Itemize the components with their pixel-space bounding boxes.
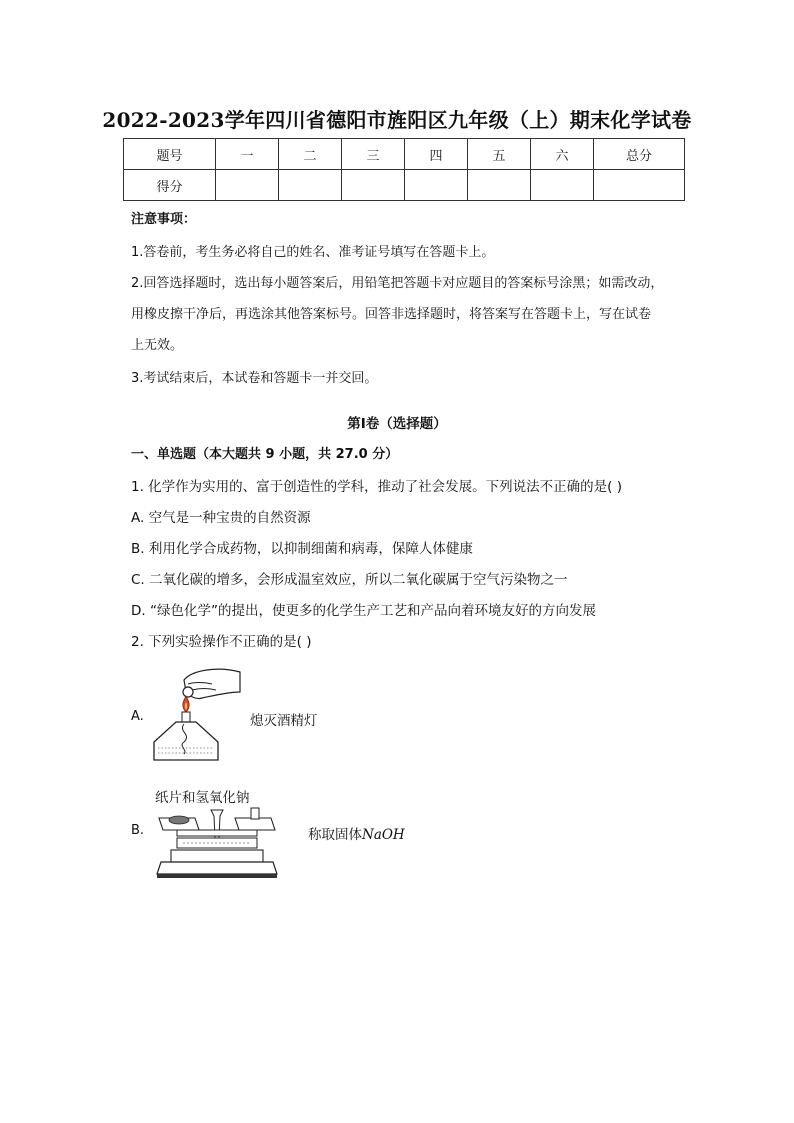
- score-header-cell: 五: [468, 139, 531, 170]
- score-cell: [342, 170, 405, 201]
- score-cell: [531, 170, 594, 201]
- section-title: 第I卷（选择题）: [347, 416, 447, 432]
- alcohol-lamp-figure: [148, 662, 244, 772]
- score-cell: [468, 170, 531, 201]
- note-line: 上无效。: [131, 338, 184, 353]
- score-cell: [279, 170, 342, 201]
- note-line: 2.回答选择题时，选出每小题答案后，用铅笔把答题卡对应题目的答案标号涂黑；如需改动，: [131, 276, 664, 291]
- question-1-option-c: C. 二氧化碳的增多，会形成温室效应，所以二氧化碳属于空气污染物之一: [131, 572, 568, 588]
- note-line: 1.答卷前，考生务必将自己的姓名、准考证号填写在答题卡上。: [131, 245, 495, 260]
- note-line: 用橡皮擦干净后，再选涂其他答案标号。回答非选择题时，将答案写在答题卡上，写在试卷: [131, 307, 652, 322]
- naoh-formula: NaOH: [362, 827, 405, 843]
- score-table-header-row: [124, 139, 685, 170]
- score-cell: [216, 170, 279, 201]
- balance-figure: [155, 804, 280, 882]
- score-header-cell: 一: [216, 139, 279, 170]
- question-1-option-b: B. 利用化学合成药物，以抑制细菌和病毒，保障人体健康: [131, 541, 473, 557]
- question-2-option-a-label: A.: [131, 709, 144, 724]
- part-title: 一、单选题（本大题共 9 小题，共 27.0 分）: [131, 447, 399, 462]
- question-2-stem: 2. 下列实验操作不正确的是( ): [131, 634, 312, 650]
- exam-title: 2022-2023学年四川省德阳市旌阳区九年级（上）期末化学试卷: [102, 108, 692, 132]
- question-2-option-b-label: B.: [131, 823, 145, 838]
- question-1-option-d: D. “绿色化学”的提出，使更多的化学生产工艺和产品向着环境友好的方向发展: [131, 603, 596, 619]
- score-table: [123, 138, 685, 201]
- score-table-score-row: [124, 170, 685, 201]
- question-2-option-b-caption: [308, 823, 405, 843]
- score-header-cell: 六: [531, 139, 594, 170]
- question-1-option-a: A. 空气是一种宝贵的自然资源: [131, 510, 311, 526]
- score-header-cell: 题号: [124, 139, 216, 170]
- score-cell: [594, 170, 685, 201]
- score-header-cell: 四: [405, 139, 468, 170]
- score-header-cell: 二: [279, 139, 342, 170]
- balance-figure-label: 纸片和氢氧化钠: [155, 790, 250, 806]
- score-header-cell: 总分: [594, 139, 685, 170]
- notes-heading: 注意事项：: [131, 212, 197, 227]
- question-2-option-a-caption: 熄灭酒精灯: [250, 713, 318, 729]
- caption-prefix: 称取固体: [308, 827, 362, 843]
- score-header-cell: 三: [342, 139, 405, 170]
- score-row-label: 得分: [124, 170, 216, 201]
- note-line: 3.考试结束后，本试卷和答题卡一并交回。: [131, 371, 378, 386]
- question-1-stem: 1. 化学作为实用的、富于创造性的学科，推动了社会发展。下列说法不正确的是( ): [131, 479, 622, 495]
- score-cell: [405, 170, 468, 201]
